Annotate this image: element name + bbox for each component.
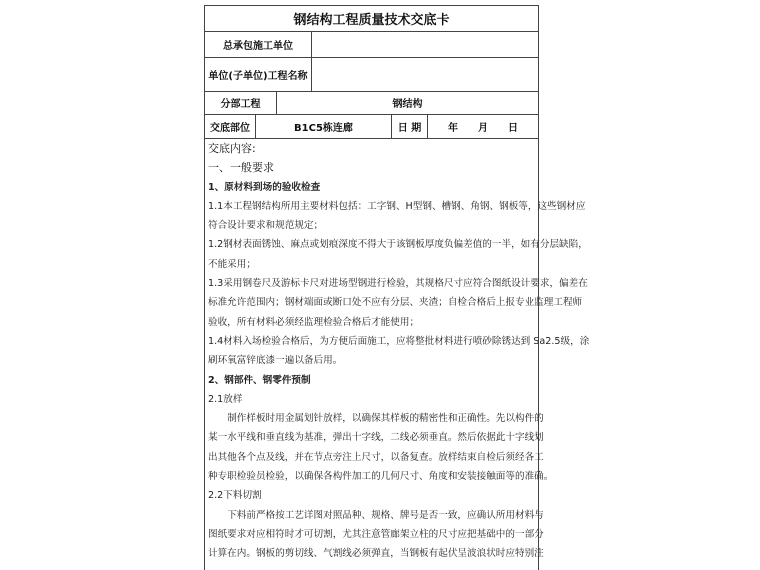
content-line: 出其他各个点及线，并在节点旁注上尺寸，以备复查。放样结束自检后须经各工 <box>208 451 544 463</box>
sub-project-row <box>205 91 538 115</box>
content-line: 标准允许范围内；钢材端面或断口处不应有分层、夹渣；自检合格后上报专业监理工程师 <box>208 297 583 309</box>
date-value: 年 月 日 <box>448 122 518 134</box>
general-contractor-value[interactable] <box>312 31 538 57</box>
technical-briefing-card <box>204 5 590 570</box>
content-line: 2.2下料切割 <box>208 490 262 502</box>
briefing-content <box>208 139 590 564</box>
page-title: 钢结构工程质量技术交底卡 <box>293 13 450 28</box>
title-row <box>205 6 538 32</box>
content-line: 符合设计要求和规范规定； <box>208 220 324 232</box>
date-label: 日 期 <box>392 114 428 138</box>
content-line: 不能采用； <box>208 258 256 270</box>
content-line: 1.4材料入场检验合格后，为方便后面施工，应将整批材料进行喷砂除锈达到 Sa2.5级，涂 <box>208 335 590 347</box>
content-line: 图纸要求对应相符时才可切割，尤其注意管廊架立柱的尺寸应把基础中的一部分 <box>208 528 544 540</box>
content-line: 某一水平线和垂直线为基准，弹出十字线，二线必须垂直。然后依据此十字线划 <box>208 432 544 444</box>
sub-project-value: 钢结构 <box>392 99 423 110</box>
general-contractor-label: 总承包施工单位 <box>205 31 312 57</box>
general-contractor-row <box>205 31 538 58</box>
content-line: 刷环氧富锌底漆一遍以备后用。 <box>208 355 343 367</box>
content-line: 1.1本工程钢结构所用主要材料包括：工字钢、H型钢、槽钢、角钢、钢板等，这些钢材应 <box>208 200 586 212</box>
location-label: 交底部位 <box>205 114 256 138</box>
content-line: 2、钢部件、钢零件预制 <box>208 374 311 386</box>
content-line: 1.3采用钢卷尺及游标卡尺对进场型钢进行检验，其规格尺寸应符合图纸设计要求，偏差在 <box>208 278 588 290</box>
content-line: 下料前严格按工艺详图对照品种、规格、牌号是否一致，应确认所用材料与 <box>227 509 544 521</box>
content-line: 验收，所有材料必须经监理检验合格后才能使用； <box>208 316 420 328</box>
content-heading: 交底内容: <box>208 142 256 155</box>
project-name-value[interactable] <box>312 57 538 91</box>
content-line: 制作样板时用金属划针放样，以确保其样板的精密性和正确性。先以构件的 <box>227 413 544 425</box>
sub-project-label: 分部工程 <box>205 91 277 114</box>
location-value: B1C5栋连廊 <box>256 114 392 138</box>
content-line: 1.2钢材表面锈蚀、麻点或划痕深度不得大于该钢板厚度负偏差值的一半，如有分层缺陷， <box>208 239 588 251</box>
content-line: 一、一般要求 <box>208 161 274 175</box>
project-name-row <box>205 57 538 92</box>
content-line: 1、原材料到场的验收检查 <box>208 181 321 193</box>
content-line: 计算在内。钢板的剪切线、气割线必须弹直，当钢板有起伏呈波浪状时应特别注 <box>208 548 544 560</box>
content-line: 种专职检验员检验，以确保各构件加工的几何尺寸、角度和安装接触面等的准确。 <box>208 471 554 483</box>
project-name-label: 单位(子单位)工程名称 <box>205 57 312 91</box>
location-date-row <box>205 114 538 139</box>
content-line: 2.1放样 <box>208 393 243 405</box>
